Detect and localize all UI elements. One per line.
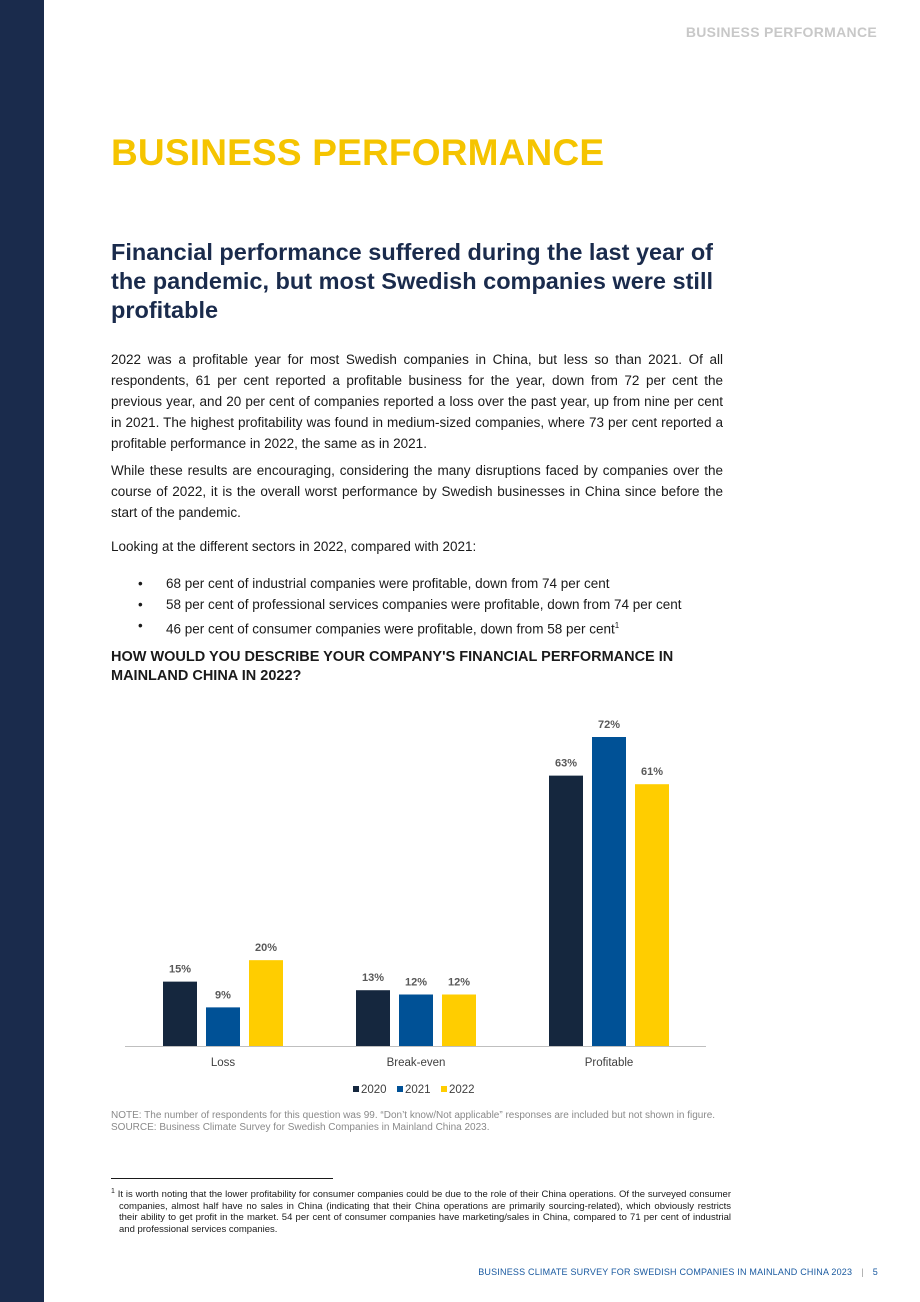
page-footer (478, 1267, 878, 1277)
footnote-divider (111, 1178, 333, 1179)
bar-break-even-2020 (356, 990, 390, 1046)
data-label-profitable-2020: 63% (554, 757, 578, 770)
bar-loss-2021 (206, 1007, 240, 1046)
legend-label-2020: 2020 (361, 1084, 387, 1096)
chart-note (111, 1110, 723, 1134)
footnote-marker: 1 (111, 1188, 115, 1195)
data-label-loss-2021: 9% (215, 989, 231, 1002)
bar-loss-2022 (249, 960, 283, 1046)
sector-bullet-list (111, 573, 731, 640)
footer-publication: BUSINESS CLIMATE SURVEY FOR SWEDISH COMPANIES IN MAINLAND CHINA 2023 (478, 1267, 853, 1277)
data-label-break-even-2020: 13% (361, 972, 385, 985)
note-text: NOTE: The number of respondents for this question was 99. “Don’t know/Not applicable” responses are included but not shown in figure. (111, 1110, 716, 1121)
bar-loss-2020 (163, 982, 197, 1046)
data-label-break-even-2022: 12% (447, 976, 471, 989)
x-tick-label-profitable: Profitable (584, 1057, 634, 1069)
bar-break-even-2022 (442, 995, 476, 1047)
bar-break-even-2021 (399, 995, 433, 1047)
footnote-ref[interactable]: 1 (614, 621, 620, 630)
bar-profitable-2022 (635, 784, 669, 1046)
data-label-break-even-2021: 12% (404, 976, 428, 989)
data-label-profitable-2022: 61% (640, 766, 664, 779)
bar-profitable-2021 (592, 737, 626, 1046)
data-label-loss-2022: 20% (254, 942, 278, 955)
bar-profitable-2020 (549, 776, 583, 1046)
paragraph-sectors-intro: Looking at the different sectors in 2022, compared with 2021: (111, 539, 477, 554)
legend-swatch-2020 (353, 1086, 359, 1092)
legend-label-2021: 2021 (405, 1084, 431, 1096)
legend-swatch-2021 (397, 1086, 403, 1092)
x-tick-label-loss: Loss (210, 1057, 236, 1069)
paragraph-disruptions: While these results are encouraging, considering the many disruptions faced by companies over the course of 2022, it is the overall worst performance by Swedish businesses in China since before the start of the pandemic. (111, 463, 723, 520)
bullet-consumer: • 46 per cent of consumer companies were profitable, down from 58 per cent$^1$ (111, 615, 731, 640)
source-text: SOURCE: Business Climate Survey for Swedish Companies in Mainland China 2023. (111, 1122, 490, 1133)
footnote-text: It is worth noting that the lower profitability for consumer companies could be due to the role of their China operations. Of the surveyed consumer companies, almost half have no sales in China (indicating that their China operations are primarily sourcing-related), which obviously restricts their ability to get profit in the market. 54 per cent of consumer companies have marketing/sales in China, compared to 71 per cent of industrial and professional services companies. (117, 1189, 732, 1235)
page-number: 5 (872, 1267, 878, 1277)
section-subheading: Financial performance suffered during the last year of the pandemic, but most Swedish companies were still profitable (111, 239, 714, 323)
footer-separator: | (861, 1267, 864, 1277)
chart-title: HOW WOULD YOU DESCRIBE YOUR COMPANY'S FINANCIAL PERFORMANCE IN MAINLAND CHINA IN 2022? (111, 649, 674, 684)
bullet-professional-services: • 58 per cent of professional services companies were profitable, down from 74 per cent (111, 594, 731, 615)
x-tick-label-break-even: Break-even (386, 1057, 446, 1069)
data-label-loss-2020: 15% (168, 963, 192, 976)
data-label-profitable-2021: 72% (597, 719, 621, 731)
legend-label-2022: 2022 (449, 1084, 475, 1096)
bullet-industrial: • 68 per cent of industrial companies were profitable, down from 74 per cent (111, 573, 731, 594)
paragraph-profitability: 2022 was a profitable year for most Swedish companies in China, but less so than 2021. Of all respondents, 61 per cent reported a profitable business for the year, down from 72 per cent the previous year, and 20 per cent of companies reported a loss over the past year, up from nine per cent in 2021. The highest profitability was found in medium-sized companies, where 73 per cent reported a profitable performance in 2022, the same as in 2021. (111, 352, 723, 451)
legend-swatch-2022 (441, 1086, 447, 1092)
sidebar-band (0, 0, 44, 1302)
bar-chart (111, 700, 721, 1100)
footnote (111, 1186, 731, 1235)
page-title: BUSINESS PERFORMANCE (111, 132, 605, 173)
running-header: BUSINESS PERFORMANCE (685, 24, 877, 40)
